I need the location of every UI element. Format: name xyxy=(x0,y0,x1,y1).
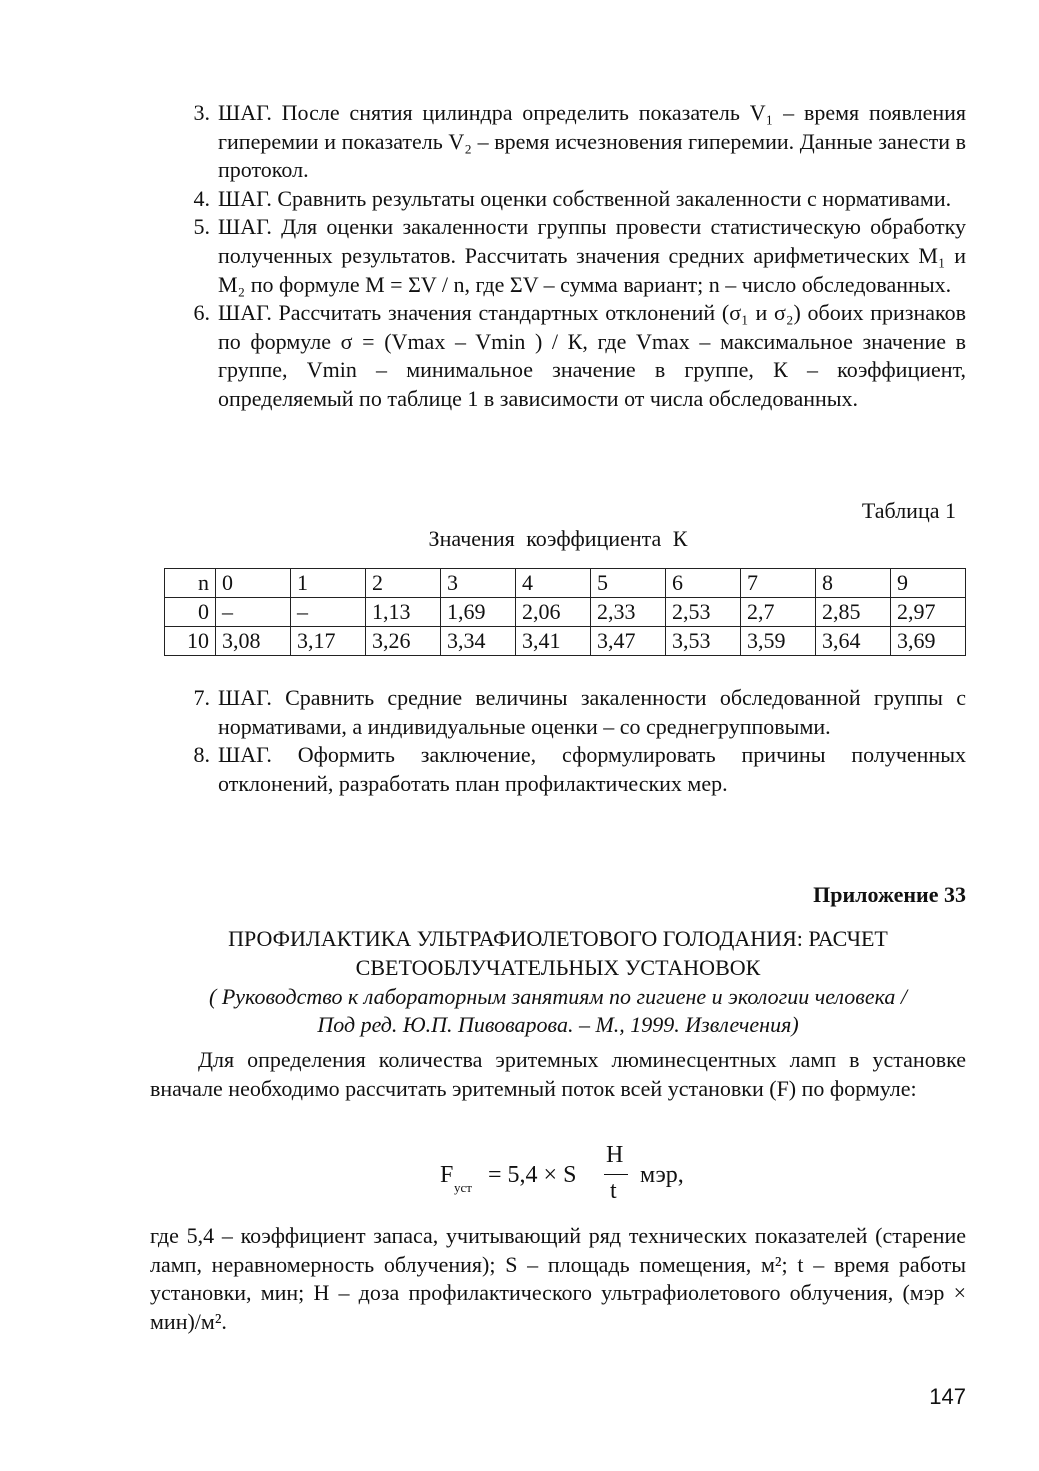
list-item xyxy=(180,299,966,413)
table-cell: 4 xyxy=(516,569,591,598)
page-number: 147 xyxy=(929,1384,966,1409)
coefficient-table xyxy=(164,568,966,656)
source-line1: ( Руководство к лабораторным занятиям по гигиене и экологии человека / xyxy=(209,984,907,1009)
table-cell: 2,7 xyxy=(741,598,816,627)
table-cell: 7 xyxy=(741,569,816,598)
table-cell: 0 xyxy=(165,598,216,627)
table-cell: 10 xyxy=(165,627,216,656)
table-cell: 0 xyxy=(216,569,291,598)
table-cell: 2,85 xyxy=(816,598,891,627)
table-cell: n xyxy=(165,569,216,598)
step-text: ШАГ. Оформить заключение, сформулировать причины полученных отклонений, разработать план профилактических мер. xyxy=(218,742,966,796)
table-cell: 3,17 xyxy=(291,627,366,656)
table-cell: 3,47 xyxy=(591,627,666,656)
section-title xyxy=(150,924,966,982)
paragraph-explanation: где 5,4 – коэффициент запаса, учитывающий ряд технических показателей (старение ламп, неравномерность облучения); S – площадь помещения, м²; t – время работы установки, мин; H – доза профилактического ультрафиолетового облучения, (мэр × мин)/м². xyxy=(150,1223,966,1334)
step-text: ШАГ. После снятия цилиндра определить показатель V₁ – время появления гиперемии и показатель V₂ – время исчезновения гиперемии. Данные занести в протокол. xyxy=(218,100,966,183)
source-line2: Под ред. Ю.П. Пивоварова. – М., 1999. Извлечения) xyxy=(317,1012,799,1037)
table-cell: 3,08 xyxy=(216,627,291,656)
table-cell: 2,97 xyxy=(891,598,966,627)
table-row xyxy=(165,598,966,627)
formula-denominator: t xyxy=(610,1178,617,1204)
paragraph-intro: Для определения количества эритемных люминесцентных ламп в установке вначале необходимо рассчитать эритемный поток всей установки (F) по формуле: xyxy=(150,1047,966,1101)
formula-unit: мэр, xyxy=(640,1162,684,1188)
table-cell: 8 xyxy=(816,569,891,598)
fraction-bar xyxy=(604,1174,628,1175)
steps-list-top xyxy=(180,99,966,414)
table-cell: 1,69 xyxy=(441,598,516,627)
step-number: 7. xyxy=(193,685,210,710)
table-cell: 9 xyxy=(891,569,966,598)
table-cell: 3,34 xyxy=(441,627,516,656)
formula-coefficient: = 5,4 × S xyxy=(488,1162,577,1188)
formula-subscript: уст xyxy=(454,1180,472,1195)
step-number: 6. xyxy=(193,300,210,326)
table-cell: 5 xyxy=(591,569,666,598)
table-row xyxy=(165,627,966,656)
step-number: 8. xyxy=(193,742,210,768)
formula-numerator: H xyxy=(606,1142,624,1168)
table-cell: 2,53 xyxy=(666,598,741,627)
table-cell: 3,59 xyxy=(741,627,816,656)
list-item xyxy=(180,684,966,741)
list-item xyxy=(180,185,966,214)
list-item xyxy=(180,213,966,299)
source-citation xyxy=(150,983,966,1039)
section-title-line2: СВЕТООБЛУЧАТЕЛЬНЫХ УСТАНОВОК xyxy=(355,955,761,980)
list-item xyxy=(180,99,966,185)
table-cell: 3,69 xyxy=(891,627,966,656)
table-cell: 3,41 xyxy=(516,627,591,656)
table-cell: 6 xyxy=(666,569,741,598)
table-cell: 2,33 xyxy=(591,598,666,627)
step-text: ШАГ. Для оценки закаленности группы провести статистическую обработку полученных результатов. Рассчитать значения средних арифметических M₁ и M₂ по формуле M = ΣV / n, где ΣV – сумма вариант; n – число обследованных. xyxy=(218,214,966,297)
step-text: ШАГ. Сравнить средние величины закаленности обследованной группы с нормативами, а индивидуальные оценки – со среднегрупповыми. xyxy=(218,685,966,739)
table-cell: 3,64 xyxy=(816,627,891,656)
formula-f: F xyxy=(440,1162,454,1188)
table-cell: 2,06 xyxy=(516,598,591,627)
step-text: ШАГ. Сравнить результаты оценки собственной закаленности с нормативами. xyxy=(218,185,952,211)
section-title-line1: ПРОФИЛАКТИКА УЛЬТРАФИОЛЕТОВОГО ГОЛОДАНИЯ: РАСЧЕТ xyxy=(228,926,888,951)
appendix-heading: Приложение 33 xyxy=(813,882,966,907)
table-header-row xyxy=(165,569,966,598)
step-text: ШАГ. Рассчитать значения стандартных отклонений (σ₁ и σ₂) обоих признаков по формуле σ = (Vmax – Vmin ) / К, где Vmax – максимальное значение в группе, Vmin – минимальное значение в группе, К – коэффициент, определяемый по таблице 1 в зависимости от числа обследованных. xyxy=(218,300,966,411)
table-label: Таблица 1 xyxy=(861,498,956,523)
list-item xyxy=(180,741,966,798)
table-cell: 2 xyxy=(366,569,441,598)
table-cell: – xyxy=(291,598,366,627)
table-cell: 3 xyxy=(441,569,516,598)
step-number: 3. xyxy=(193,100,210,125)
table-title: Значения коэффициента К xyxy=(428,526,688,551)
table-cell: 3,53 xyxy=(666,627,741,656)
steps-list-bottom xyxy=(180,684,966,798)
table-cell: 3,26 xyxy=(366,627,441,656)
step-number: 4. xyxy=(193,185,210,211)
table-cell: 1 xyxy=(291,569,366,598)
table-cell: – xyxy=(216,598,291,627)
formula xyxy=(440,1142,740,1212)
table-cell: 1,13 xyxy=(366,598,441,627)
step-number: 5. xyxy=(193,214,210,240)
